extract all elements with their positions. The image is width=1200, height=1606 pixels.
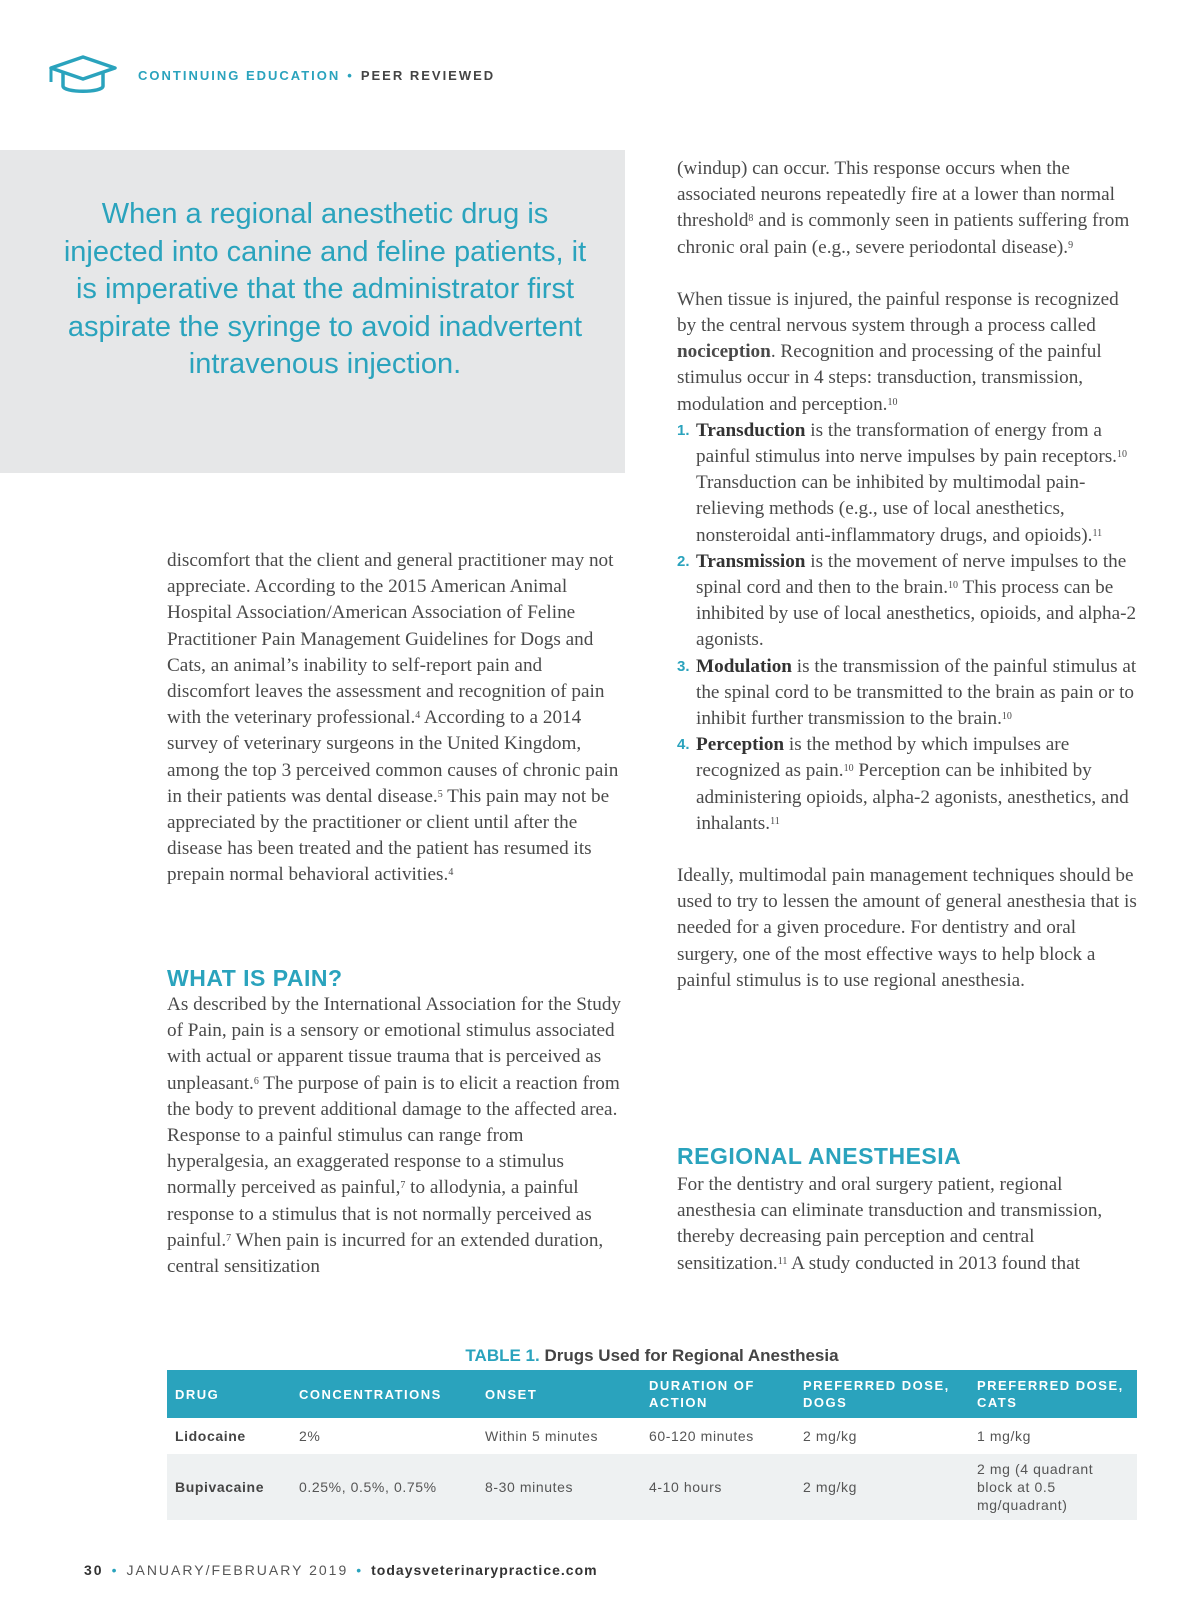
multimodal-paragraph: Ideally, multimodal pain management techniques should be used to try to lessen the amount of general anesthesia that is needed for a given procedure. For dentistry and oral surgery, one of the most effective ways to help block a painful stimulus is to use regional anesthesia. — [677, 865, 1137, 991]
table-cell: 4-10 hours — [641, 1454, 795, 1520]
pullquote: When a regional anesthetic drug is injected into canine and feline patients, it is imperative that the administrator first aspirate the syringe to avoid inadvertent intravenous injection. — [63, 198, 587, 380]
section-header — [138, 68, 495, 83]
column-header: ONSET — [477, 1370, 641, 1418]
column-header: DURATION OF ACTION — [641, 1370, 795, 1418]
table-cell: 1 mg/kg — [969, 1418, 1137, 1454]
body-text: Transduction can be inhibited by multimodal pain-relieving methods (e.g., use of local anesthetics, nonsteroidal anti-inflammatory drugs, and opioids). — [696, 472, 1093, 546]
reference-superscript: 8 — [748, 213, 754, 225]
table-row — [167, 1418, 1137, 1454]
step-term: Transduction — [696, 419, 806, 441]
table-cell: 8-30 minutes — [477, 1454, 641, 1520]
body-text: The purpose of pain is to elicit a reaction from the body to prevent additional damage to the affected area. Response to a painful stimulus can range from hyperalgesia, an exaggerated response to a stimulus normally perceived as painful, — [167, 1072, 620, 1199]
column-header: DRUG — [167, 1370, 291, 1418]
reference-superscript: 10 — [843, 763, 854, 775]
step-term: Transmission — [696, 550, 806, 572]
table-cell: 2 mg/kg — [795, 1454, 969, 1520]
reference-superscript: 10 — [887, 396, 898, 408]
nociception-steps-list — [677, 418, 1137, 837]
reference-superscript: 11 — [777, 1255, 788, 1267]
body-text: is the transformation of energy from a painful stimulus into nerve impulses by pain receptors. — [696, 419, 1117, 468]
list-item — [677, 418, 1137, 549]
reference-superscript: 10 — [1116, 449, 1127, 461]
page-number: 30 — [84, 1562, 104, 1578]
table-cell: 2 mg/kg — [795, 1418, 969, 1454]
website-link[interactable]: todaysveterinarypractice.com — [371, 1562, 598, 1578]
graduation-cap-icon — [48, 54, 118, 98]
list-item — [677, 654, 1137, 733]
page-footer — [84, 1562, 598, 1578]
body-text: Perception can be inhibited by administering opioids, alpha-2 agonists, anesthetics, and inhalants. — [696, 760, 1129, 834]
table-cell: 2 mg (4 quadrant block at 0.5 mg/quadrant) — [969, 1454, 1137, 1520]
table-cell: Lidocaine — [167, 1418, 291, 1454]
step-term: Perception — [696, 734, 785, 756]
reference-superscript: 11 — [770, 815, 780, 827]
step-number: 4. — [677, 736, 690, 754]
step-number: 1. — [677, 421, 690, 439]
body-text: discomfort that the client and general practitioner may not appreciate. According to the 2015 American Animal Hospital Association/American Association of Feline Practitioner Pain Management Guidelines for Dogs and Cats, an animal’s inability to self-report pain and discomfort leaves the assessment and recognition of pain with the veterinary professional. — [167, 550, 614, 729]
intro-paragraph — [167, 548, 622, 889]
reference-superscript: 6 — [253, 1075, 259, 1087]
body-text: (windup) can occur. This response occurs when the associated neurons repeatedly fire at a lower than normal threshold — [677, 158, 1115, 232]
column-header: PREFERRED DOSE, CATS — [969, 1370, 1137, 1418]
table-cell: Within 5 minutes — [477, 1418, 641, 1454]
reference-superscript: 9 — [1068, 239, 1074, 251]
step-number: 3. — [677, 657, 690, 675]
issue-date: JANUARY/FEBRUARY 2019 — [126, 1562, 349, 1578]
heading-regional-anesthesia: REGIONAL ANESTHESIA — [677, 1143, 962, 1169]
reference-superscript: 10 — [948, 580, 959, 592]
table-label: TABLE 1. — [465, 1346, 540, 1365]
term-nociception: nociception — [677, 341, 771, 363]
windup-paragraph — [677, 156, 1137, 261]
reference-superscript: 7 — [400, 1180, 406, 1192]
table-caption: Drugs Used for Regional Anesthesia — [544, 1346, 839, 1365]
section-label: CONTINUING EDUCATION — [138, 68, 341, 83]
table-cell: 0.25%, 0.5%, 0.75% — [291, 1454, 477, 1520]
body-text: When pain is incurred for an extended duration, central sensitization — [167, 1229, 604, 1278]
step-number: 2. — [677, 552, 690, 570]
column-header: CONCENTRATIONS — [291, 1370, 477, 1418]
body-text: to allodynia, a painful response to a stimulus that is not normally perceived as painful. — [167, 1177, 592, 1251]
body-text: This pain may not be appreciated by the practitioner or client until after the disease has been treated and the patient has resumed its prepain normal behavioral activities. — [167, 785, 610, 886]
table-cell: Bupivacaine — [167, 1454, 291, 1520]
reference-superscript: 10 — [1001, 711, 1012, 723]
body-text: A study conducted in 2013 found that — [787, 1252, 1080, 1274]
body-text: According to a 2014 survey of veterinary surgeons in the United Kingdom, among the top 3 perceived common causes of chronic pain in their patients was dental disease. — [167, 707, 619, 807]
body-text: is the movement of nerve impulses to the spinal cord and then to the brain. — [696, 550, 1127, 599]
body-text: is the method by which impulses are recognized as pain. — [696, 734, 1070, 782]
reference-superscript: 4 — [415, 710, 421, 722]
reference-superscript: 11 — [1092, 527, 1103, 539]
body-text: This process can be inhibited by use of local anesthetics, opioids, and alpha-2 agonists. — [696, 577, 1137, 651]
regional-paragraph — [677, 1172, 1137, 1277]
body-text: When tissue is injured, the painful response is recognized by the central nervous system through a process called — [677, 288, 1119, 337]
peer-reviewed-label: PEER REVIEWED — [360, 68, 496, 83]
reference-superscript: 7 — [226, 1232, 232, 1244]
step-term: Modulation — [696, 655, 792, 677]
right-column — [677, 156, 1137, 994]
table-cell: 60-120 minutes — [641, 1418, 795, 1454]
body-text: As described by the International Association for the Study of Pain, pain is a sensory or emotional stimulus associated with actual or apparent tissue trauma that is perceived as unpleasant. — [167, 994, 622, 1094]
footer-separator: • — [356, 1562, 364, 1578]
heading-what-is-pain: WHAT IS PAIN? — [167, 965, 343, 991]
table-cell: 2% — [291, 1418, 477, 1454]
table-title — [167, 1346, 1137, 1366]
header-separator: • — [347, 68, 354, 83]
body-text: is the transmission of the painful stimulus at the spinal cord to be transmitted to the brain as pain or to inhibit further transmission to the brain. — [696, 655, 1137, 730]
list-item — [677, 549, 1137, 654]
list-item — [677, 732, 1137, 837]
column-header: PREFERRED DOSE, DOGS — [795, 1370, 969, 1418]
nociception-paragraph — [677, 287, 1137, 418]
reference-superscript: 5 — [437, 788, 443, 800]
table-header-row — [167, 1370, 1137, 1418]
body-text: . Recognition and processing of the painful stimulus occur in 4 steps: transduction, transmission, modulation and perception. — [677, 341, 1102, 415]
table-row — [167, 1454, 1137, 1520]
what-is-pain-paragraph — [167, 992, 622, 1280]
reference-superscript: 4 — [448, 867, 454, 879]
footer-separator: • — [111, 1562, 119, 1578]
body-text: For the dentistry and oral surgery patient, regional anesthesia can eliminate transduction and transmission, thereby decreasing pain perception and central sensitization. — [677, 1174, 1103, 1274]
body-text: and is commonly seen in patients suffering from chronic oral pain (e.g., severe periodontal disease). — [677, 210, 1130, 258]
drugs-table — [167, 1370, 1137, 1520]
